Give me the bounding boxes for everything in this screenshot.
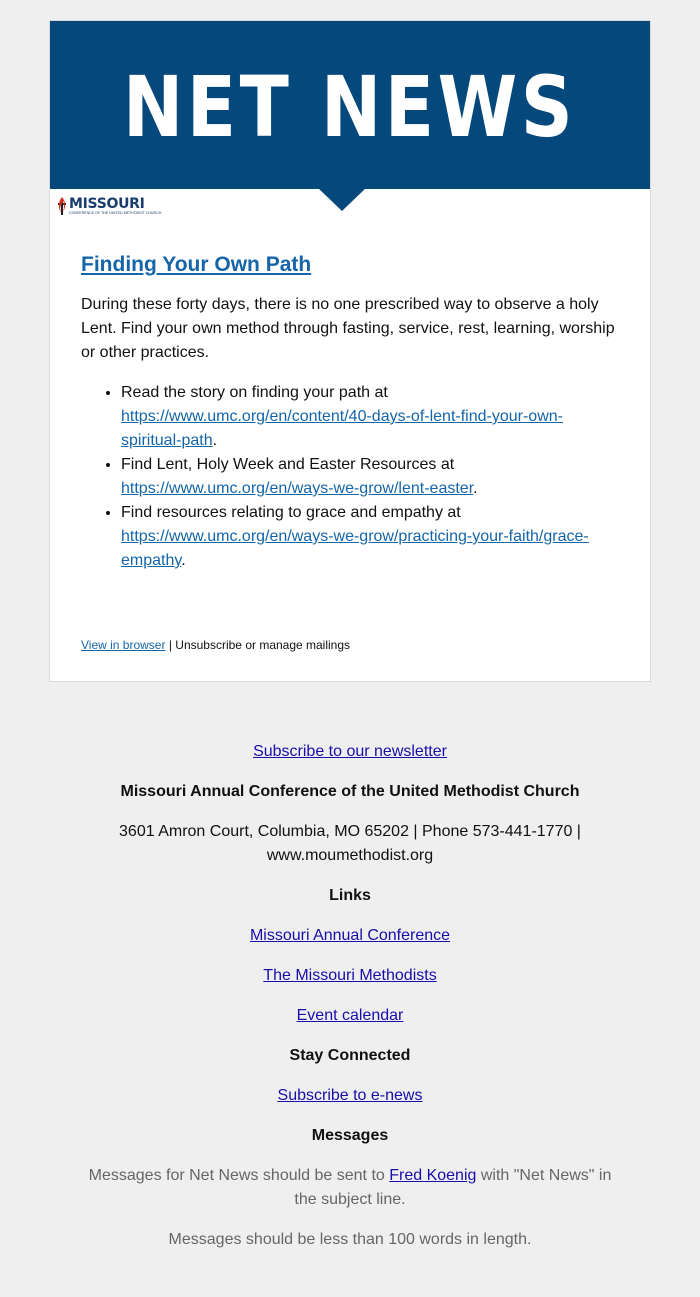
messages-instructions <box>80 1164 620 1212</box>
list-item-punct: . <box>181 552 186 569</box>
header-banner <box>50 21 650 189</box>
cross-and-flame-icon <box>57 196 67 216</box>
list-item-text: Read the story on finding your path at <box>121 384 388 401</box>
outer-footer <box>80 740 620 1268</box>
fred-koenig-link[interactable]: Fred Koenig <box>389 1167 477 1184</box>
newsletter-card <box>49 20 651 682</box>
banner-pointer <box>318 188 366 211</box>
footer-separator: | <box>165 638 176 652</box>
messages-heading: Messages <box>311 1127 389 1144</box>
logo-wordmark: MISSOURI <box>69 196 145 212</box>
missouri-methodists-link[interactable]: The Missouri Methodists <box>263 967 437 984</box>
list-item-punct: . <box>212 432 218 449</box>
resource-list <box>81 381 621 573</box>
list-item-punct: . <box>473 480 478 497</box>
banner-title: NET NEWS <box>123 58 577 156</box>
subscribe-enews-link[interactable]: Subscribe to e-news <box>277 1087 423 1104</box>
stay-connected-heading: Stay Connected <box>289 1047 411 1064</box>
missouri-annual-conference-link[interactable]: Missouri Annual Conference <box>249 927 451 944</box>
messages-text: Messages for Net News should be sent to <box>88 1167 390 1184</box>
org-name: Missouri Annual Conference of the United Methodist Church <box>120 783 580 800</box>
card-footer <box>81 637 350 653</box>
article-title-link[interactable]: Finding Your Own Path <box>81 253 312 276</box>
story-link[interactable]: https://www.umc.org/en/content/40-days-of-lent-find-your-own-spiritual-path <box>121 408 563 449</box>
event-calendar-link[interactable]: Event calendar <box>296 1007 404 1024</box>
links-heading: Links <box>329 887 371 904</box>
messages-text-end: with "Net News" in the subject line. <box>294 1167 612 1208</box>
list-item-text: Find Lent, Holy Week and Easter Resources at <box>121 456 455 473</box>
lent-easter-link[interactable]: https://www.umc.org/en/ways-we-grow/lent-easter <box>121 480 474 497</box>
missouri-conference-logo <box>57 196 162 218</box>
messages-length-note: Messages should be less than 100 words in length. <box>168 1231 532 1248</box>
list-item-text: Find resources relating to grace and empathy at <box>121 504 461 521</box>
org-address: 3601 Amron Court, Columbia, MO 65202 | Phone 573-441-1770 | www.moumethodist.org <box>119 823 581 864</box>
list-item <box>121 453 621 501</box>
subscribe-newsletter-link[interactable]: Subscribe to our newsletter <box>253 743 447 760</box>
unsubscribe-text[interactable]: Unsubscribe or manage mailings <box>175 638 351 652</box>
list-item <box>121 501 621 573</box>
logo-subtitle: CONFERENCE OF THE UNITED METHODIST CHURCH <box>69 211 162 215</box>
view-in-browser-link[interactable]: View in browser <box>81 638 166 652</box>
grace-empathy-link[interactable]: https://www.umc.org/en/ways-we-grow/practicing-your-faith/grace-empathy <box>121 528 589 569</box>
list-item <box>121 381 621 453</box>
article-body: During these forty days, there is no one prescribed way to observe a holy Lent. Find your own method through fasting, service, rest, learning, worship or other practices. <box>81 296 615 361</box>
article <box>81 251 621 573</box>
